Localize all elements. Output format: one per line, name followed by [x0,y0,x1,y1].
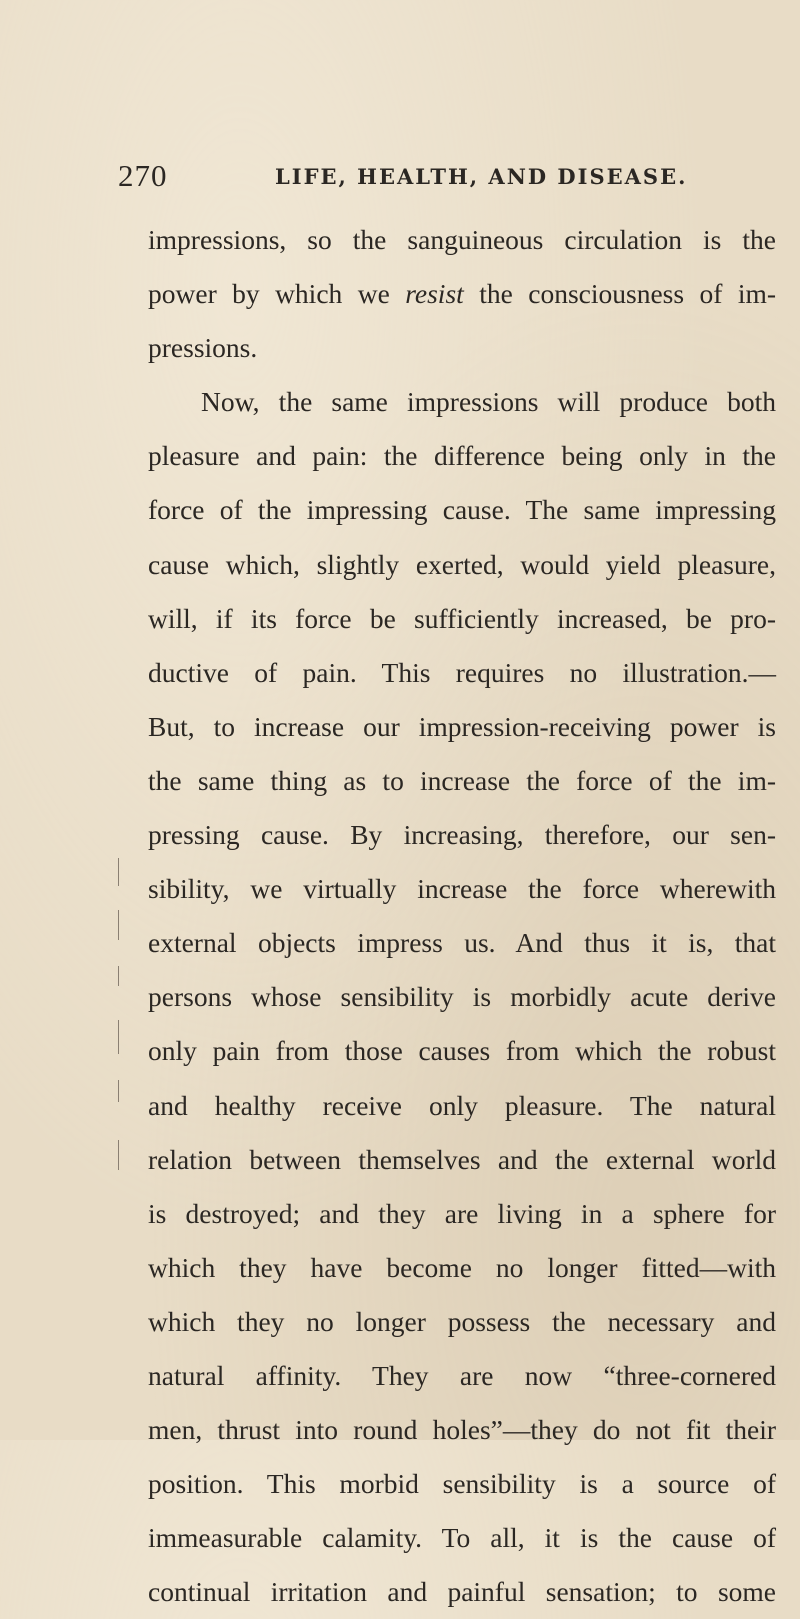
text-line: cause which, slightly exerted, would yield pleasure, [148,548,776,580]
text-line: force of the impressing cause. The same impressing [148,494,776,526]
text-line: which they have become no longer fitted—with [148,1251,776,1283]
text-line: sibility, we virtually increase the force wherewith [148,873,776,905]
text-line: the same thing as to increase the force of the im- [148,764,776,796]
text-line: continual irritation and painful sensation; to some [148,1576,776,1608]
text-line: position. This morbid sensibility is a source of [148,1468,776,1500]
text-line: pleasure and pain: the difference being only in the [148,440,776,472]
text-line: impressions, so the sanguineous circulation is the [148,224,776,255]
margin-mark [118,1080,119,1102]
text-line: But, to increase our impression-receiving power is [148,710,776,742]
margin-mark [118,1140,119,1170]
text-line: men, thrust into round holes”—they do not fit their [148,1414,776,1446]
margin-bleed-marks [116,858,122,1188]
margin-mark [118,1020,119,1054]
text-line: which they no longer possess the necessary and [148,1305,776,1337]
text-line: pressions. [148,332,258,364]
body-text [148,213,776,1619]
paragraph-first-line: Now, the same impressions will produce both [201,386,776,418]
text-line: and healthy receive only pleasure. The natural [148,1089,776,1121]
text-line: will, if its force be sufficiently increased, be pro- [148,602,776,634]
margin-mark [118,966,119,986]
margin-mark [118,858,119,886]
text-line: relation between themselves and the external world [148,1143,776,1175]
text-line [148,267,776,321]
margin-mark [118,910,119,940]
running-title: LIFE, HEALTH, AND DISEASE. [275,164,688,189]
text-line: only pain from those causes from which the robust [148,1035,776,1067]
text-line: is destroyed; and they are living in a sphere for [148,1197,776,1229]
running-head [118,158,778,198]
text-line: pressing cause. By increasing, therefore, our sen- [148,819,776,851]
text-line: external objects impress us. And thus it is, that [148,927,776,959]
text-line: natural affinity. They are now “three-cornered [148,1359,776,1391]
text-fragment: the consciousness of im- [479,278,777,310]
text-fragment: power by which we [148,278,390,310]
text-line: ductive of pain. This requires no illustration.— [148,656,776,688]
page-number: 270 [118,158,168,193]
emphasis-text: resist [405,278,464,310]
text-line: persons whose sensibility is morbidly acute derive [148,981,776,1013]
text-line: immeasurable calamity. To all, it is the cause of [148,1522,776,1554]
